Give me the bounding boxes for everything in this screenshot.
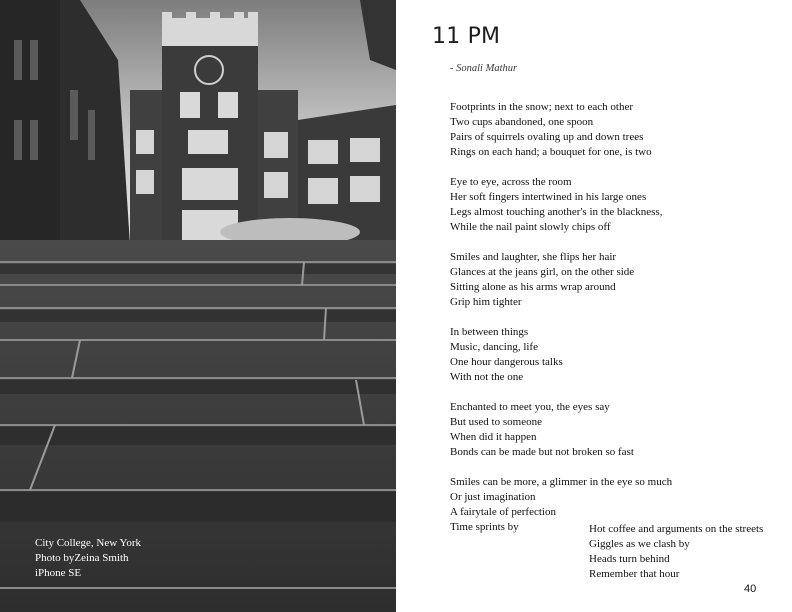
poem-line: Sitting alone as his arms wrap around (450, 281, 616, 293)
poem-line: A fairytale of perfection (450, 506, 556, 518)
poem-title: 11 PM (432, 24, 501, 49)
poem-line: Music, dancing, life (450, 341, 538, 353)
poem-line: But used to someone (450, 416, 542, 428)
page-number: 40 (744, 583, 757, 595)
poem-line: Giggles as we clash by (589, 538, 690, 550)
poem-line: Two cups abandoned, one spoon (450, 116, 594, 128)
stanza (450, 100, 672, 160)
poem-line: Or just imagination (450, 491, 536, 503)
stanza (450, 175, 672, 235)
poem-line: While the nail paint slowly chips off (450, 221, 611, 233)
poem-line: Glances at the jeans girl, on the other side (450, 266, 635, 278)
poem-line: Rings on each hand; a bouquet for one, is two (450, 146, 652, 158)
poem-line: Footprints in the snow; next to each other (450, 101, 633, 113)
photo-caption (35, 536, 141, 581)
poem-line: With not the one (450, 371, 524, 383)
poem-line: One hour dangerous talks (450, 356, 563, 368)
poem-line: Smiles and laughter, she flips her hair (450, 251, 617, 263)
poem-line: Time sprints by (450, 521, 519, 533)
poem-line: When did it happen (450, 431, 537, 443)
poem-line: Her soft fingers intertwined in his large ones (450, 191, 647, 203)
poem-line: Bonds can be made but not broken so fast (450, 446, 634, 458)
stanza (450, 250, 672, 310)
poem-line: Smiles can be more, a glimmer in the eye so much (450, 476, 673, 488)
poem-body (450, 100, 672, 550)
stanza (450, 325, 672, 385)
poem-line: Eye to eye, across the room (450, 176, 572, 188)
poem-line: Heads turn behind (589, 553, 670, 565)
poem-author: - Sonali Mathur (450, 63, 518, 74)
poem-line: Hot coffee and arguments on the streets (589, 523, 764, 535)
final-stanza (589, 522, 763, 582)
poem-line: Enchanted to meet you, the eyes say (450, 401, 610, 413)
stanza (450, 400, 672, 460)
caption-credit: Photo byZeina Smith (35, 552, 129, 564)
caption-device: iPhone SE (35, 567, 82, 579)
poem-line: Grip him tighter (450, 296, 522, 308)
poem-line: Legs almost touching another's in the blackness, (450, 206, 663, 218)
poem-line: Pairs of squirrels ovaling up and down trees (450, 131, 644, 143)
caption-location: City College, New York (35, 537, 142, 549)
poem-line: Remember that hour (589, 568, 680, 580)
poem-line: In between things (450, 326, 529, 338)
